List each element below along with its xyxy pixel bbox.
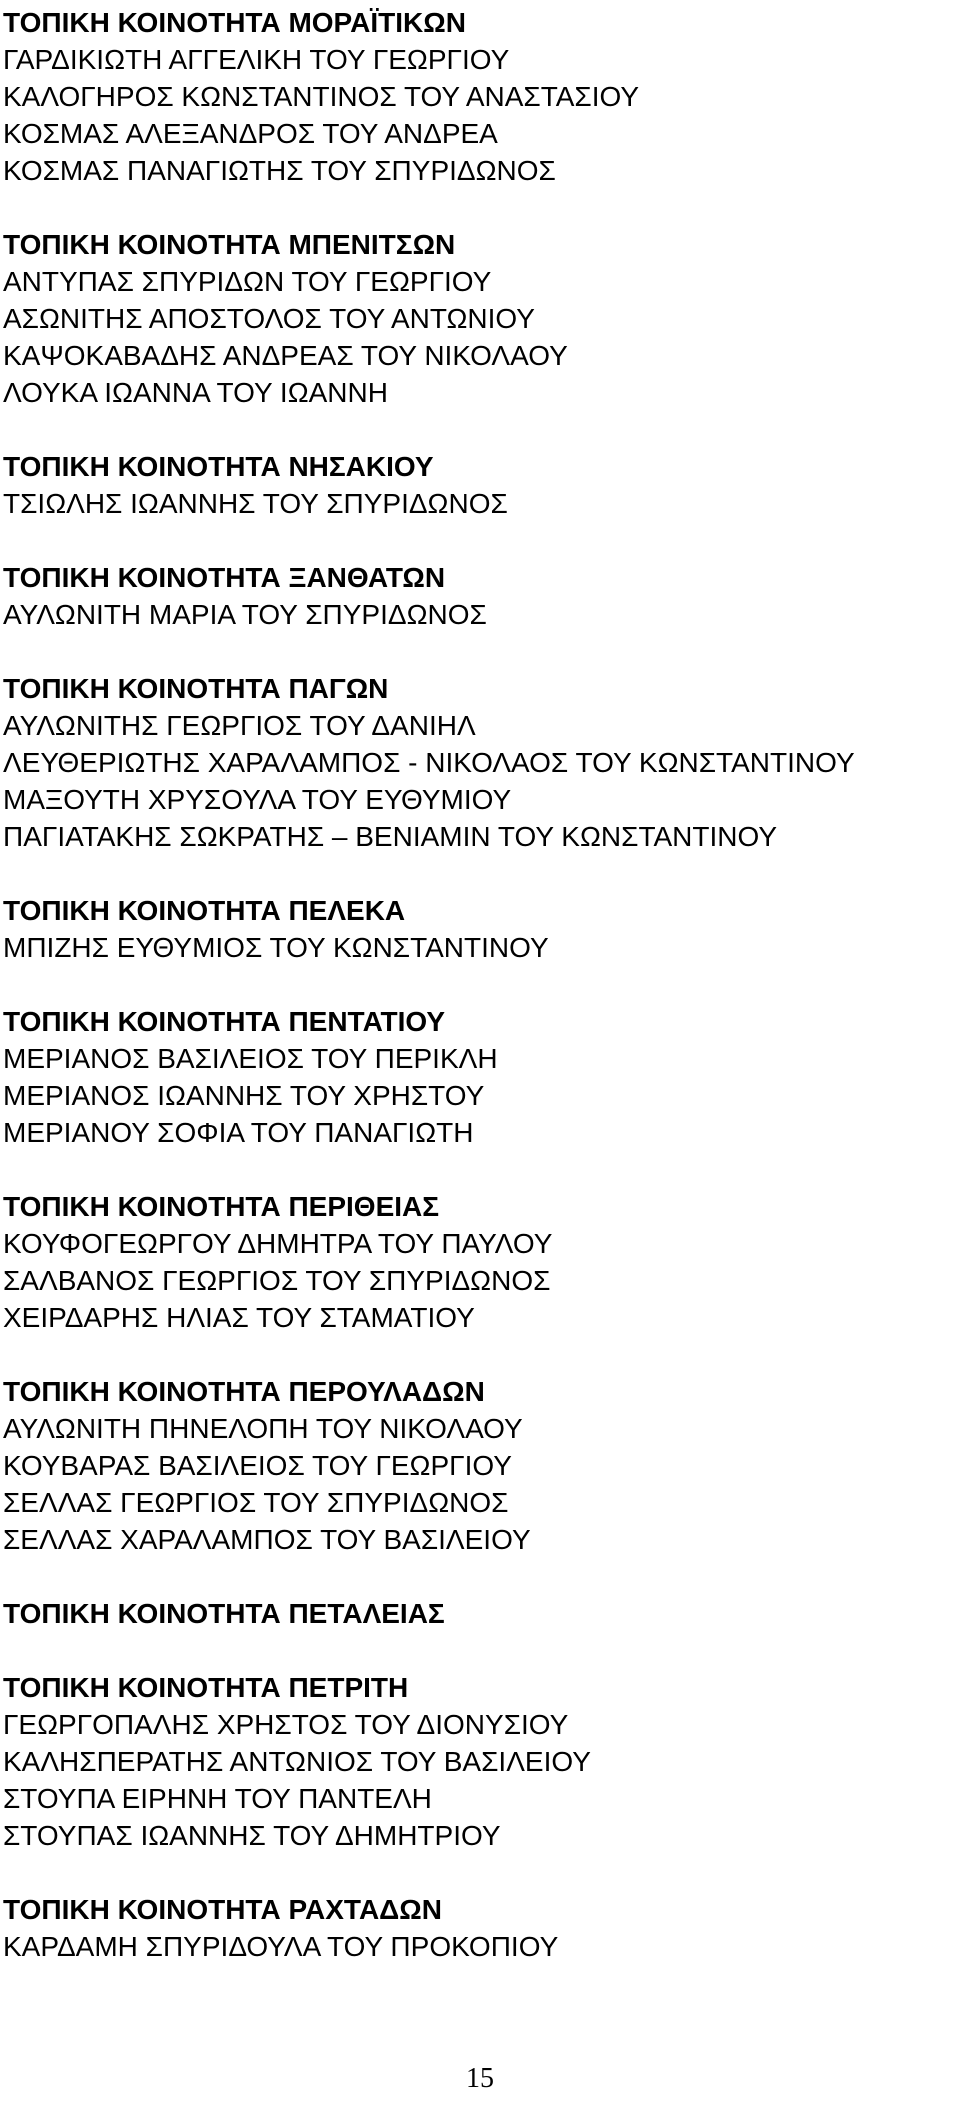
community-heading: ΤΟΠΙΚΗ ΚΟΙΝΟΤΗΤΑ ΠΕΝΤΑΤΙΟΥ: [3, 1006, 446, 1037]
name-entry: ΚΑΛΟΓΗΡΟΣ ΚΩΝΣΤΑΝΤΙΝΟΣ ΤΟΥ ΑΝΑΣΤΑΣΙΟΥ: [3, 81, 640, 112]
name-entry: ΚΟΣΜΑΣ ΠΑΝΑΓΙΩΤΗΣ ΤΟΥ ΣΠΥΡΙΔΩΝΟΣ: [3, 155, 556, 186]
name-entry: ΛΟΥΚΑ ΙΩΑΝΝΑ ΤΟΥ ΙΩΑΝΝΗ: [3, 377, 388, 408]
community-section: [3, 892, 953, 966]
name-entry: ΑΥΛΩΝΙΤΗΣ ΓΕΩΡΓΙΟΣ ΤΟΥ ΔΑΝΙΗΛ: [3, 710, 476, 741]
community-section: [3, 4, 953, 189]
name-list: [3, 1928, 953, 1965]
community-section: [3, 559, 953, 633]
name-entry: ΜΕΡΙΑΝΟΥ ΣΟΦΙΑ ΤΟΥ ΠΑΝΑΓΙΩΤΗ: [3, 1117, 474, 1148]
page-number: 15: [466, 2063, 494, 2094]
name-entry: ΚΑΨΟΚΑΒΑΔΗΣ ΑΝΔΡΕΑΣ ΤΟΥ ΝΙΚΟΛΑΟΥ: [3, 340, 568, 371]
name-entry: ΤΣΙΩΛΗΣ ΙΩΑΝΝΗΣ ΤΟΥ ΣΠΥΡΙΔΩΝΟΣ: [3, 488, 508, 519]
community-section: [3, 1669, 953, 1854]
name-entry: ΓΕΩΡΓΟΠΑΛΗΣ ΧΡΗΣΤΟΣ ΤΟΥ ΔΙΟΝΥΣΙΟΥ: [3, 1709, 569, 1740]
name-entry: ΜΕΡΙΑΝΟΣ ΒΑΣΙΛΕΙΟΣ ΤΟΥ ΠΕΡΙΚΛΗ: [3, 1043, 498, 1074]
community-heading: ΤΟΠΙΚΗ ΚΟΙΝΟΤΗΤΑ ΞΑΝΘΑΤΩΝ: [3, 562, 446, 593]
community-heading: ΤΟΠΙΚΗ ΚΟΙΝΟΤΗΤΑ ΠΕΡΟΥΛΑΔΩΝ: [3, 1376, 485, 1407]
name-list: [3, 485, 953, 522]
name-entry: ΑΥΛΩΝΙΤΗ ΠΗΝΕΛΟΠΗ ΤΟΥ ΝΙΚΟΛΑΟΥ: [3, 1413, 523, 1444]
community-section: [3, 1891, 953, 1965]
name-entry: ΜΠΙΖΗΣ ΕΥΘΥΜΙΟΣ ΤΟΥ ΚΩΝΣΤΑΝΤΙΝΟΥ: [3, 932, 549, 963]
name-entry: ΑΥΛΩΝΙΤΗ ΜΑΡΙΑ ΤΟΥ ΣΠΥΡΙΔΩΝΟΣ: [3, 599, 487, 630]
name-entry: ΚΑΛΗΣΠΕΡΑΤΗΣ ΑΝΤΩΝΙΟΣ ΤΟΥ ΒΑΣΙΛΕΙΟΥ: [3, 1746, 591, 1777]
name-entry: ΧΕΙΡΔΑΡΗΣ ΗΛΙΑΣ ΤΟΥ ΣΤΑΜΑΤΙΟΥ: [3, 1302, 475, 1333]
community-section: [3, 670, 953, 855]
name-entry: ΚΟΥΒΑΡΑΣ ΒΑΣΙΛΕΙΟΣ ΤΟΥ ΓΕΩΡΓΙΟΥ: [3, 1450, 512, 1481]
name-list: [3, 263, 953, 411]
name-entry: ΚΟΥΦΟΓΕΩΡΓΟΥ ΔΗΜΗΤΡΑ ΤΟΥ ΠΑΥΛΟΥ: [3, 1228, 553, 1259]
name-list: [3, 1706, 953, 1854]
name-entry: ΣΑΛΒΑΝΟΣ ΓΕΩΡΓΙΟΣ ΤΟΥ ΣΠΥΡΙΔΩΝΟΣ: [3, 1265, 551, 1296]
name-entry: ΣΕΛΛΑΣ ΧΑΡΑΛΑΜΠΟΣ ΤΟΥ ΒΑΣΙΛΕΙΟΥ: [3, 1524, 531, 1555]
community-section: [3, 1188, 953, 1336]
name-entry: ΚΟΣΜΑΣ ΑΛΕΞΑΝΔΡΟΣ ΤΟΥ ΑΝΔΡΕΑ: [3, 118, 498, 149]
community-heading: ΤΟΠΙΚΗ ΚΟΙΝΟΤΗΤΑ ΜΠΕΝΙΤΣΩΝ: [3, 229, 456, 260]
name-entry: ΠΑΓΙΑΤΑΚΗΣ ΣΩΚΡΑΤΗΣ – ΒΕΝΙΑΜΙΝ ΤΟΥ ΚΩΝΣΤΑΝΤΙΝΟΥ: [3, 821, 778, 852]
community-section: [3, 448, 953, 522]
name-entry: ΣΕΛΛΑΣ ΓΕΩΡΓΙΟΣ ΤΟΥ ΣΠΥΡΙΔΩΝΟΣ: [3, 1487, 509, 1518]
name-entry: ΑΣΩΝΙΤΗΣ ΑΠΟΣΤΟΛΟΣ ΤΟΥ ΑΝΤΩΝΙΟΥ: [3, 303, 535, 334]
name-list: [3, 596, 953, 633]
name-entry: ΜΑΞΟΥΤΗ ΧΡΥΣΟΥΛΑ ΤΟΥ ΕΥΘΥΜΙΟΥ: [3, 784, 512, 815]
community-heading: ΤΟΠΙΚΗ ΚΟΙΝΟΤΗΤΑ ΠΕΤΡΙΤΗ: [3, 1672, 409, 1703]
community-heading: ΤΟΠΙΚΗ ΚΟΙΝΟΤΗΤΑ ΠΕΤΑΛΕΙΑΣ: [3, 1598, 445, 1629]
community-section: [3, 1595, 953, 1632]
name-entry: ΑΝΤΥΠΑΣ ΣΠΥΡΙΔΩΝ ΤΟΥ ΓΕΩΡΓΙΟΥ: [3, 266, 492, 297]
community-section: [3, 1373, 953, 1558]
community-section: [3, 1003, 953, 1151]
name-entry: ΣΤΟΥΠΑ ΕΙΡΗΝΗ ΤΟΥ ΠΑΝΤΕΛΗ: [3, 1783, 432, 1814]
name-list: [3, 929, 953, 966]
community-heading: ΤΟΠΙΚΗ ΚΟΙΝΟΤΗΤΑ ΜΟΡΑΪΤΙΚΩΝ: [3, 7, 466, 38]
community-heading: ΤΟΠΙΚΗ ΚΟΙΝΟΤΗΤΑ ΠΕΡΙΘΕΙΑΣ: [3, 1191, 440, 1222]
name-list: [3, 1225, 953, 1336]
community-section: [3, 226, 953, 411]
name-entry: ΚΑΡΔΑΜΗ ΣΠΥΡΙΔΟΥΛΑ ΤΟΥ ΠΡΟΚΟΠΙΟΥ: [3, 1931, 559, 1962]
name-entry: ΣΤΟΥΠΑΣ ΙΩΑΝΝΗΣ ΤΟΥ ΔΗΜΗΤΡΙΟΥ: [3, 1820, 501, 1851]
community-heading: ΤΟΠΙΚΗ ΚΟΙΝΟΤΗΤΑ ΝΗΣΑΚΙΟΥ: [3, 451, 434, 482]
name-list: [3, 41, 953, 189]
name-list: [3, 1410, 953, 1558]
name-entry: ΜΕΡΙΑΝΟΣ ΙΩΑΝΝΗΣ ΤΟΥ ΧΡΗΣΤΟΥ: [3, 1080, 485, 1111]
community-heading: ΤΟΠΙΚΗ ΚΟΙΝΟΤΗΤΑ ΠΑΓΩΝ: [3, 673, 389, 704]
name-list: [3, 1040, 953, 1151]
community-heading: ΤΟΠΙΚΗ ΚΟΙΝΟΤΗΤΑ ΠΕΛΕΚΑ: [3, 895, 406, 926]
document-body: [3, 4, 953, 2002]
name-entry: ΓΑΡΔΙΚΙΩΤΗ ΑΓΓΕΛΙΚΗ ΤΟΥ ΓΕΩΡΓΙΟΥ: [3, 44, 510, 75]
community-heading: ΤΟΠΙΚΗ ΚΟΙΝΟΤΗΤΑ ΡΑΧΤΑΔΩΝ: [3, 1894, 442, 1925]
name-list: [3, 707, 953, 855]
name-entry: ΛΕΥΘΕΡΙΩΤΗΣ ΧΑΡΑΛΑΜΠΟΣ - ΝΙΚΟΛΑΟΣ ΤΟΥ ΚΩΝΣΤΑΝΤΙΝΟΥ: [3, 747, 855, 778]
